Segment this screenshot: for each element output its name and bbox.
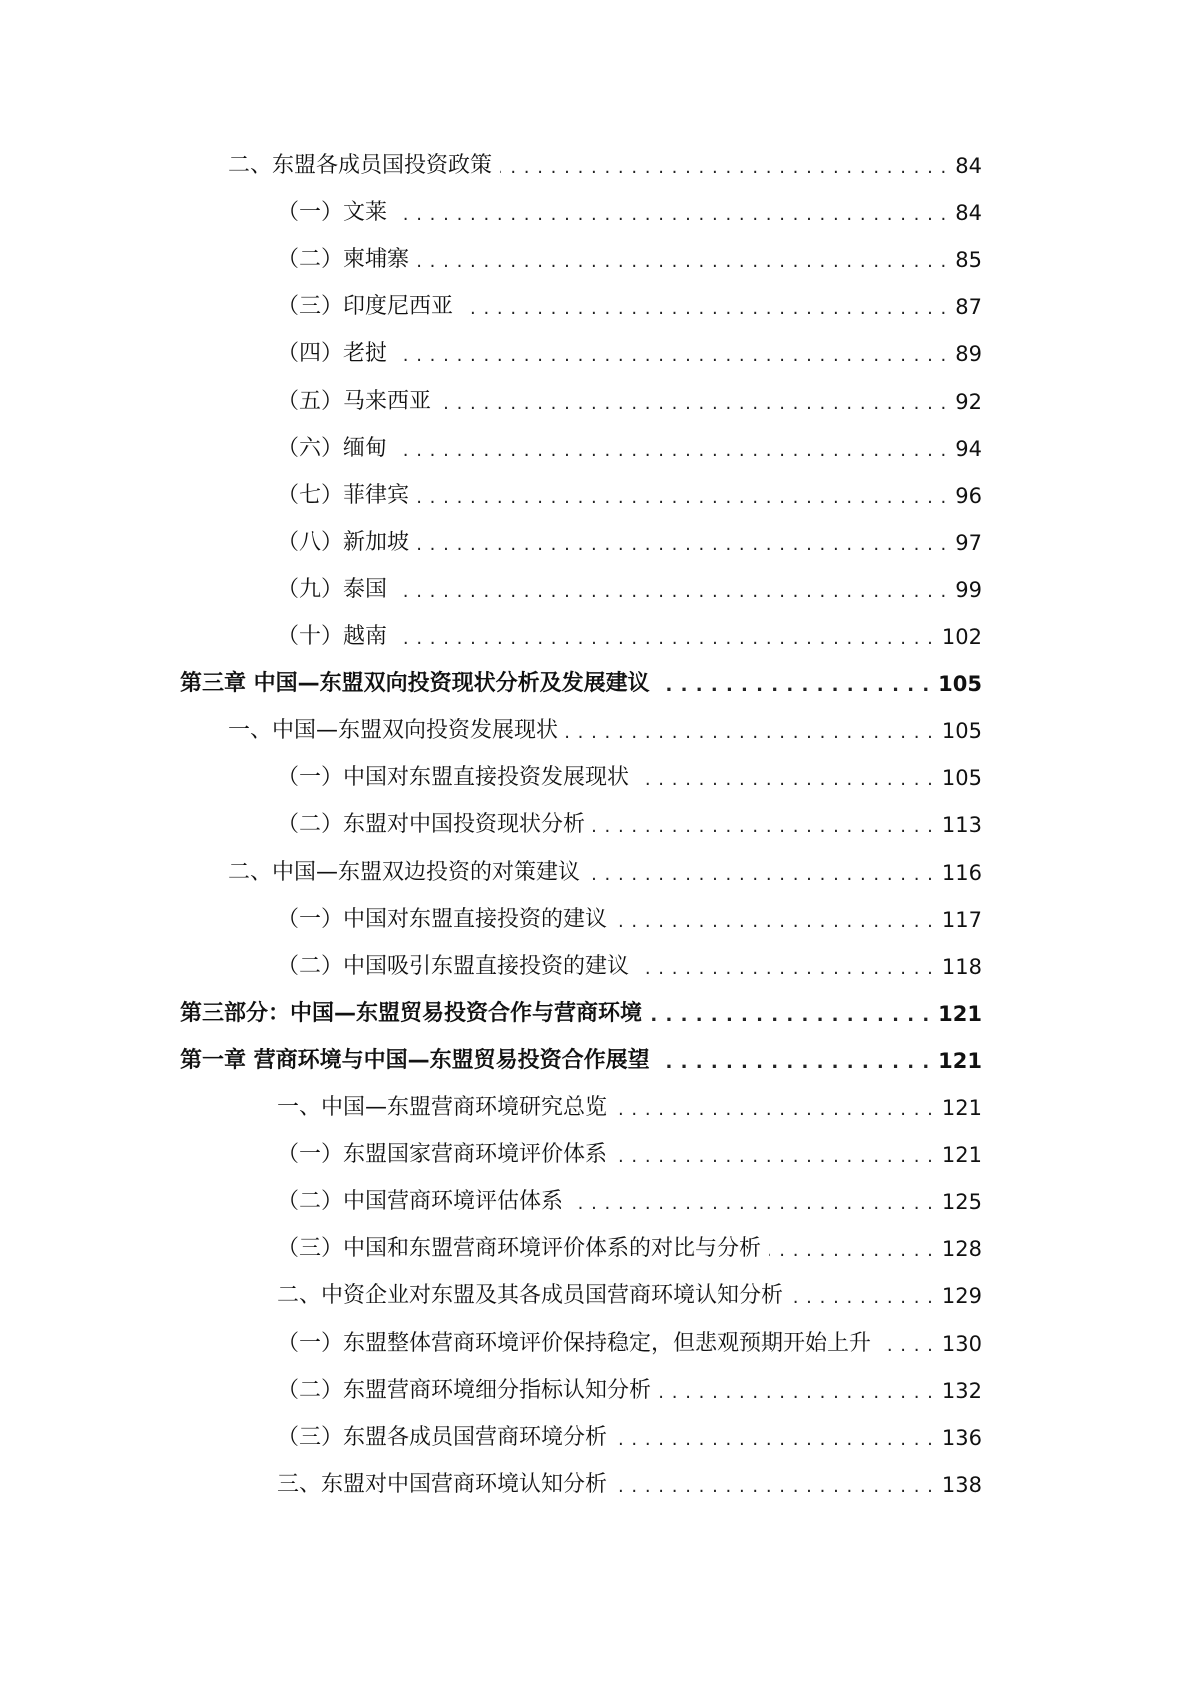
toc-entry[interactable]: [277, 334, 982, 374]
toc-entry-title: （二）中国营商环境评估体系: [277, 1189, 564, 1215]
toc-dot-leader: [417, 240, 947, 280]
toc-dot-leader: [791, 1276, 934, 1316]
toc-entry-title: （三）东盟各成员国营商环境分析: [277, 1424, 608, 1450]
toc-entry-page-number: 97: [955, 530, 982, 555]
toc-dot-leader: [395, 334, 947, 374]
toc-dot-leader: [658, 664, 930, 704]
toc-entry[interactable]: [180, 1041, 982, 1081]
toc-entry-page-number: 121: [938, 1001, 982, 1026]
toc-entry-title: （一）东盟国家营商环境评价体系: [277, 1142, 608, 1168]
toc-dot-leader: [658, 1041, 930, 1081]
toc-dot-leader: [566, 711, 934, 751]
toc-dot-leader: [615, 1135, 934, 1175]
toc-entry-page-number: 121: [941, 1096, 982, 1120]
toc-entry-title: 二、东盟各成员国投资政策: [228, 153, 493, 178]
toc-entry-title: （九）泰国: [277, 576, 388, 602]
toc-dot-leader: [395, 193, 947, 233]
toc-entry-page-number: 117: [941, 907, 982, 932]
toc-entry-title: 第三部分：中国—东盟贸易投资合作与营商环境: [180, 1000, 643, 1026]
toc-dot-leader: [637, 758, 934, 798]
toc-entry[interactable]: [277, 476, 982, 516]
toc-entry[interactable]: [180, 994, 982, 1034]
toc-entry-title: （十）越南: [277, 624, 388, 649]
toc-entry[interactable]: [277, 947, 982, 987]
toc-dot-leader: [500, 146, 947, 186]
toc-dot-leader: [593, 805, 934, 845]
toc-entry-title: 第一章 营商环境与中国—东盟贸易投资合作展望: [180, 1047, 650, 1073]
toc-entry-title: （二）中国吸引东盟直接投资的建议: [277, 953, 630, 979]
toc-dot-leader: [571, 1182, 934, 1222]
toc-dot-leader: [659, 1371, 934, 1411]
toc-entry[interactable]: [277, 900, 982, 940]
toc-entry-page-number: 125: [941, 1190, 982, 1215]
toc-entry-page-number: 89: [955, 342, 982, 367]
toc-entry[interactable]: [277, 1465, 982, 1505]
toc-entry-page-number: 105: [938, 672, 982, 697]
toc-entry[interactable]: [277, 193, 982, 233]
toc-entry[interactable]: [277, 758, 982, 798]
toc-entry[interactable]: [277, 1182, 982, 1222]
toc-entry[interactable]: [277, 523, 982, 563]
toc-entry-title: （二）柬埔寨: [277, 247, 410, 273]
toc-entry[interactable]: [277, 1229, 982, 1269]
toc-dot-leader: [637, 947, 934, 987]
toc-entry-title: （二）东盟对中国投资现状分析: [277, 812, 586, 838]
toc-entry[interactable]: [228, 853, 982, 893]
toc-entry-title: （七）菲律宾: [277, 482, 410, 508]
toc-entry-page-number: 92: [955, 389, 982, 414]
toc-dot-leader: [588, 853, 934, 893]
toc-dot-leader: [461, 287, 947, 327]
toc-entry-page-number: 121: [938, 1048, 982, 1073]
toc-entry-page-number: 121: [941, 1143, 982, 1168]
toc-dot-leader: [395, 429, 947, 469]
toc-entry-page-number: 129: [941, 1284, 982, 1309]
toc-entry[interactable]: [228, 146, 982, 186]
toc-entry[interactable]: [277, 382, 982, 422]
toc-entry[interactable]: [277, 1088, 982, 1128]
toc-entry[interactable]: [277, 1371, 982, 1411]
toc-dot-leader: [615, 900, 934, 940]
toc-entry-page-number: 105: [941, 719, 982, 744]
toc-entry-page-number: 130: [941, 1331, 982, 1356]
toc-entry-title: （一）文莱: [277, 200, 388, 226]
toc-entry[interactable]: [277, 287, 982, 327]
toc-entry[interactable]: [180, 664, 982, 704]
toc-entry-title: （一）中国对东盟直接投资的建议: [277, 906, 608, 932]
toc-entry-page-number: 132: [941, 1378, 982, 1403]
toc-entry-page-number: 94: [955, 436, 982, 461]
toc-entry[interactable]: [277, 617, 982, 657]
toc-entry[interactable]: [277, 429, 982, 469]
toc-entry[interactable]: [228, 711, 982, 751]
toc-entry-title: （三）印度尼西亚: [277, 294, 454, 320]
toc-entry-title: 二、中国—东盟双边投资的对策建议: [228, 859, 581, 885]
toc-entry-title: （五）马来西亚: [277, 388, 432, 414]
toc-entry[interactable]: [277, 1276, 982, 1316]
toc-entry[interactable]: [277, 805, 982, 845]
toc-entry-page-number: 102: [941, 625, 982, 649]
toc-entry-title: （三）中国和东盟营商环境评价体系的对比与分析: [277, 1236, 762, 1262]
toc-entry-title: （一）中国对东盟直接投资发展现状: [277, 765, 630, 791]
toc-entry-title: 第三章 中国—东盟双向投资现状分析及发展建议: [180, 671, 650, 697]
toc-entry-title: （四）老挝: [277, 341, 388, 367]
toc-dot-leader: [417, 523, 947, 563]
toc-entry-page-number: 99: [955, 577, 982, 602]
toc-entry[interactable]: [277, 1135, 982, 1175]
toc-entry-page-number: 84: [955, 154, 982, 178]
toc-entry-page-number: 85: [955, 248, 982, 273]
toc-entry[interactable]: [277, 570, 982, 610]
toc-dot-leader: [769, 1229, 934, 1269]
toc-dot-leader: [395, 617, 934, 657]
toc-entry-page-number: 116: [941, 860, 982, 885]
toc-entry-title: 二、中资企业对东盟及其各成员国营商环境认知分析: [277, 1283, 784, 1309]
toc-dot-leader: [879, 1324, 934, 1364]
toc-entry[interactable]: [277, 240, 982, 280]
toc-entry-title: （一）东盟整体营商环境评价保持稳定，但悲观预期开始上升: [277, 1330, 872, 1356]
toc-dot-leader: [615, 1088, 934, 1128]
toc-dot-leader: [615, 1465, 934, 1505]
toc-entry-title: （二）东盟营商环境细分指标认知分析: [277, 1377, 652, 1403]
toc-entry[interactable]: [277, 1418, 982, 1458]
toc-entry[interactable]: [277, 1324, 982, 1364]
toc-dot-leader: [417, 476, 947, 516]
toc-entry-title: 三、东盟对中国营商环境认知分析: [277, 1471, 608, 1497]
toc-entry-title: 一、中国—东盟双向投资发展现状: [228, 718, 559, 744]
toc-entry-page-number: 118: [941, 954, 982, 979]
toc-dot-leader: [615, 1418, 934, 1458]
toc-entry-title: （六）缅甸: [277, 435, 388, 461]
toc-entry-page-number: 136: [941, 1425, 982, 1450]
toc-entry-page-number: 87: [955, 295, 982, 320]
toc-dot-leader: [439, 382, 947, 422]
toc-entry-page-number: 96: [955, 483, 982, 508]
toc-dot-leader: [650, 994, 930, 1034]
toc-entry-page-number: 128: [941, 1237, 982, 1262]
toc-entry-page-number: 84: [955, 201, 982, 226]
toc-entry-page-number: 105: [941, 766, 982, 791]
toc-entry-page-number: 113: [941, 813, 982, 838]
toc-entry-title: 一、中国—东盟营商环境研究总览: [277, 1095, 608, 1120]
toc-entry-page-number: 138: [941, 1472, 982, 1497]
toc-entry-title: （八）新加坡: [277, 529, 410, 555]
toc-dot-leader: [395, 570, 947, 610]
